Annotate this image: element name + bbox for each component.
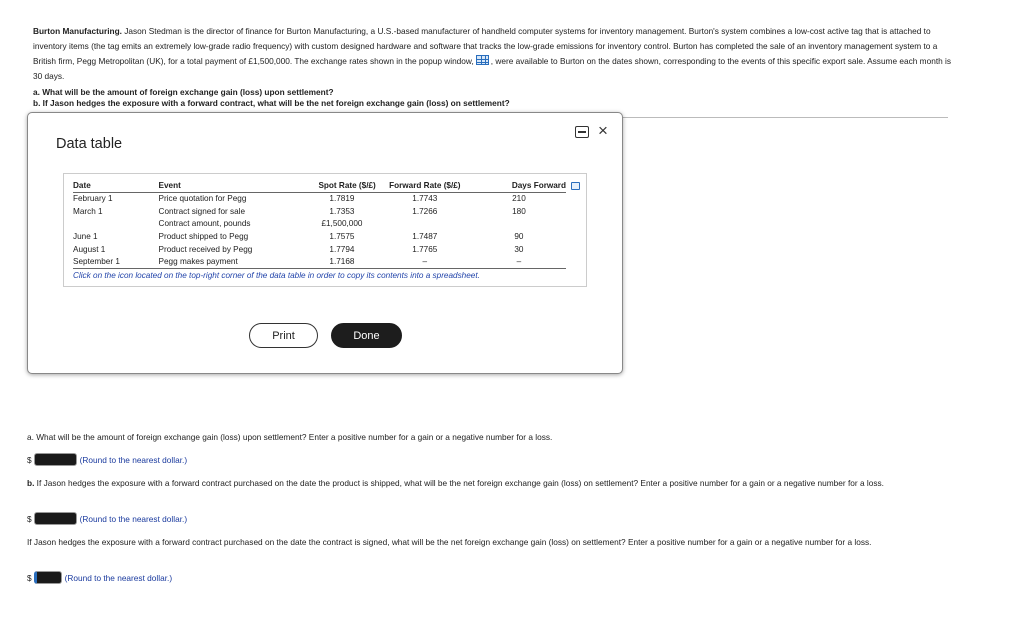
table-row bbox=[73, 205, 566, 218]
close-icon[interactable]: × bbox=[598, 121, 608, 140]
cell-days: 180 bbox=[512, 206, 526, 216]
question-list bbox=[33, 87, 510, 109]
minimize-icon[interactable] bbox=[575, 126, 589, 138]
data-table-container bbox=[63, 173, 587, 287]
cell-days: 30 bbox=[514, 244, 524, 254]
cell-days: – bbox=[472, 255, 566, 268]
cell-date: August 1 bbox=[73, 244, 106, 254]
col-spot-rate: Spot Rate ($/£) bbox=[306, 179, 378, 192]
cell-event: Pegg makes payment bbox=[159, 255, 307, 268]
cell-event: Product shipped to Pegg bbox=[158, 231, 249, 241]
cell-forward: 1.7487 bbox=[412, 231, 438, 241]
table-row bbox=[73, 217, 566, 230]
cell-days: 210 bbox=[512, 194, 526, 204]
done-button[interactable]: Done bbox=[331, 323, 402, 348]
cell-date: June 1 bbox=[73, 231, 98, 241]
cell-event: Product received by Pegg bbox=[158, 244, 253, 254]
cell-forward: – bbox=[378, 255, 472, 268]
cell-event: Price quotation for Pegg bbox=[158, 194, 247, 204]
cell-spot: 1.7819 bbox=[329, 194, 355, 204]
cell-days: 90 bbox=[514, 231, 524, 241]
cell-spot: 1.7353 bbox=[329, 206, 355, 216]
cell-spot: 1.7575 bbox=[329, 231, 355, 241]
cell-forward: 1.7765 bbox=[412, 244, 438, 254]
table-row bbox=[73, 230, 566, 243]
col-days-forward: Days Forward bbox=[472, 179, 566, 192]
question-b-text bbox=[27, 478, 982, 489]
cell-spot: £1,500,000 bbox=[321, 219, 363, 229]
table-row bbox=[73, 192, 566, 205]
question-a-header: a. What will be the amount of foreign exchange gain (loss) upon settlement? bbox=[33, 87, 334, 97]
round-hint: (Round to the nearest dollar.) bbox=[79, 454, 188, 465]
copy-spreadsheet-icon[interactable] bbox=[571, 182, 580, 190]
col-date: Date bbox=[73, 179, 159, 192]
answer-b-row bbox=[27, 512, 187, 525]
problem-text-1: Jason Stedman is the director of finance for Burton Manufacturing, a U.S.-based manufacturer of handheld computer systems for inventory management. Burton's system combines a low-cost active tag that is attached to inventory items (the tag emits an extremely low-grade radio frequency) with custom designed hardware and software that tracks the low-grade emissions for inventory control. Burton has completed the sale of an inventory management system to a British firm, Pegg Metropolitan (UK), for a total payment of £1,500,000. The exchange rates shown in the popup window, bbox=[33, 26, 938, 66]
cell-date bbox=[73, 217, 159, 230]
exchange-rate-table bbox=[73, 179, 566, 269]
cell-forward: 1.7743 bbox=[412, 194, 438, 204]
question-b-header: b. If Jason hedges the exposure with a forward contract, what will be the net foreign exchange gain (loss) on settlement? bbox=[33, 98, 510, 108]
cell-date: March 1 bbox=[73, 206, 103, 216]
cell-forward bbox=[378, 217, 472, 230]
table-row bbox=[73, 243, 566, 256]
cell-event: Contract amount, pounds bbox=[158, 219, 251, 229]
cell-date: February 1 bbox=[73, 194, 113, 204]
round-hint: (Round to the nearest dollar.) bbox=[64, 572, 173, 583]
cell-date: September 1 bbox=[73, 255, 159, 268]
problem-text-2: , were available to Burton on the dates shown, corresponding to the events of this specific export sale. Assume each month is 30 days. bbox=[33, 56, 952, 81]
company-name: Burton Manufacturing. bbox=[33, 26, 122, 36]
table-header-row bbox=[73, 179, 566, 192]
col-event: Event bbox=[159, 179, 307, 192]
cell-event: Contract signed for sale bbox=[158, 206, 246, 216]
col-forward-rate: Forward Rate ($/£) bbox=[378, 179, 472, 192]
question-b-label: b. bbox=[27, 478, 35, 488]
data-table-modal bbox=[27, 112, 623, 374]
answer-b-input[interactable] bbox=[34, 512, 77, 525]
cell-days bbox=[472, 217, 566, 230]
question-c-text: If Jason hedges the exposure with a forward contract purchased on the date the contract is signed, what will be the net foreign exchange gain (loss) on settlement? Enter a positive number for a gain or a negative number for a loss. bbox=[27, 537, 872, 547]
cell-spot: 1.7794 bbox=[329, 244, 355, 254]
answer-a-input[interactable] bbox=[34, 453, 77, 466]
answer-a-row bbox=[27, 453, 187, 466]
answer-c-row bbox=[27, 571, 172, 584]
print-button[interactable]: Print bbox=[249, 323, 318, 348]
cell-forward: 1.7266 bbox=[412, 206, 438, 216]
copy-instruction-note: Click on the icon located on the top-right corner of the data table in order to copy its contents into a spreadsheet. bbox=[73, 271, 480, 280]
currency-symbol: $ bbox=[27, 454, 32, 465]
question-b-body: If Jason hedges the exposure with a forward contract purchased on the date the product is shipped, what will be the net foreign exchange gain (loss) on settlement? Enter a positive number for a gain or a negative number for a loss. bbox=[34, 478, 884, 488]
question-a-text: a. What will be the amount of foreign exchange gain (loss) upon settlement? Enter a positive number for a gain or a negative number for a loss. bbox=[27, 432, 553, 442]
modal-title: Data table bbox=[56, 136, 123, 152]
table-grid-icon[interactable] bbox=[476, 55, 489, 65]
cell-spot: 1.7168 bbox=[306, 255, 378, 268]
currency-symbol: $ bbox=[27, 572, 32, 583]
table-row bbox=[73, 255, 566, 268]
round-hint: (Round to the nearest dollar.) bbox=[79, 513, 188, 524]
problem-statement bbox=[33, 24, 958, 84]
currency-symbol: $ bbox=[27, 513, 32, 524]
answer-c-input[interactable] bbox=[34, 571, 62, 584]
